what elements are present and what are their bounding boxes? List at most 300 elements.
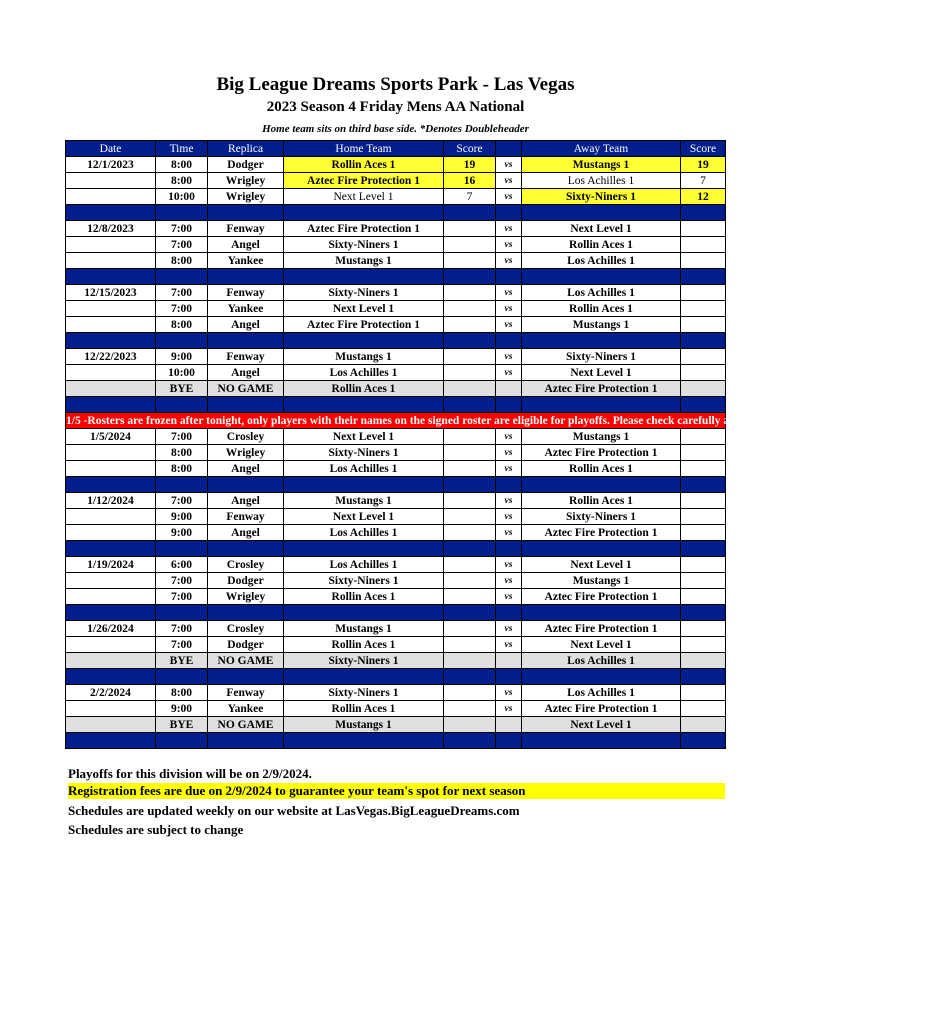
- game-row: [66, 589, 726, 605]
- page-title: Big League Dreams Sports Park - Las Vegas: [216, 74, 575, 95]
- separator-cell: [284, 733, 444, 749]
- separator-cell: [681, 477, 726, 493]
- time-cell: 7:00: [156, 621, 208, 637]
- home-team-cell: Rollin Aces 1: [284, 637, 444, 653]
- home-score-cell: [444, 317, 496, 333]
- home-score-cell: 7: [444, 189, 496, 205]
- date-cell: 2/2/2024: [66, 685, 156, 701]
- separator-cell: [444, 333, 496, 349]
- home-score-cell: [444, 221, 496, 237]
- separator-cell: [522, 541, 681, 557]
- away-team-cell: Aztec Fire Protection 1: [522, 445, 681, 461]
- week-separator: [66, 397, 726, 413]
- separator-cell: [444, 205, 496, 221]
- away-score-cell: [681, 493, 726, 509]
- change-note: Schedules are subject to change: [68, 822, 244, 837]
- game-row: [66, 445, 726, 461]
- home-score-cell: [444, 573, 496, 589]
- separator-cell: [496, 397, 522, 413]
- date-cell: [66, 509, 156, 525]
- separator-cell: [681, 269, 726, 285]
- away-score-cell: [681, 653, 726, 669]
- table-header-row: [66, 141, 726, 157]
- home-team-cell: Next Level 1: [284, 429, 444, 445]
- game-row: [66, 493, 726, 509]
- vs-cell: vs: [496, 221, 522, 237]
- game-row: [66, 317, 726, 333]
- home-score-cell: [444, 589, 496, 605]
- away-team-cell: Sixty-Niners 1: [522, 509, 681, 525]
- replica-cell: Angel: [208, 237, 284, 253]
- away-team-cell: Next Level 1: [522, 717, 681, 733]
- game-row: [66, 349, 726, 365]
- home-score-cell: [444, 509, 496, 525]
- vs-cell: vs: [496, 317, 522, 333]
- game-row: [66, 621, 726, 637]
- website-note: Schedules are updated weekly on our website at LasVegas.BigLeagueDreams.com: [68, 803, 520, 818]
- time-cell: 8:00: [156, 173, 208, 189]
- home-score-cell: [444, 365, 496, 381]
- away-score-cell: [681, 717, 726, 733]
- replica-cell: Fenway: [208, 509, 284, 525]
- vs-cell: vs: [496, 189, 522, 205]
- vs-cell: vs: [496, 445, 522, 461]
- away-score-cell: [681, 445, 726, 461]
- game-row: [66, 173, 726, 189]
- away-score-cell: [681, 221, 726, 237]
- home-team-cell: Aztec Fire Protection 1: [284, 317, 444, 333]
- separator-cell: [681, 541, 726, 557]
- away-score-cell: 12: [681, 189, 726, 205]
- time-cell: 10:00: [156, 365, 208, 381]
- date-cell: 12/15/2023: [66, 285, 156, 301]
- page-subtitle: 2023 Season 4 Friday Mens AA National: [266, 99, 525, 115]
- vs-cell: vs: [496, 157, 522, 173]
- away-team-cell: Rollin Aces 1: [522, 493, 681, 509]
- separator-cell: [66, 397, 156, 413]
- home-team-cell: Next Level 1: [284, 301, 444, 317]
- time-cell: 9:00: [156, 701, 208, 717]
- replica-cell: Dodger: [208, 157, 284, 173]
- away-team-cell: Mustangs 1: [522, 157, 681, 173]
- away-score-cell: [681, 509, 726, 525]
- roster-freeze-alert-row: [66, 413, 726, 429]
- home-team-cell: Aztec Fire Protection 1: [284, 173, 444, 189]
- away-score-cell: [681, 637, 726, 653]
- separator-cell: [681, 605, 726, 621]
- time-cell: 9:00: [156, 509, 208, 525]
- time-cell: 7:00: [156, 237, 208, 253]
- home-score-cell: [444, 253, 496, 269]
- home-team-cell: Rollin Aces 1: [284, 701, 444, 717]
- column-header: Score: [681, 141, 726, 157]
- date-cell: [66, 301, 156, 317]
- time-cell: BYE: [156, 653, 208, 669]
- vs-cell: vs: [496, 429, 522, 445]
- vs-cell: vs: [496, 621, 522, 637]
- schedule-body: [66, 157, 930, 749]
- separator-cell: [284, 205, 444, 221]
- separator-cell: [66, 541, 156, 557]
- column-header: Replica: [208, 141, 284, 157]
- away-score-cell: [681, 589, 726, 605]
- vs-cell: vs: [496, 525, 522, 541]
- separator-cell: [496, 669, 522, 685]
- away-score-cell: [681, 301, 726, 317]
- column-header: Away Team: [522, 141, 681, 157]
- separator-cell: [522, 269, 681, 285]
- vs-cell: vs: [496, 589, 522, 605]
- bye-row: [66, 381, 726, 397]
- home-score-cell: [444, 381, 496, 397]
- separator-cell: [681, 669, 726, 685]
- separator-cell: [208, 397, 284, 413]
- separator-cell: [444, 669, 496, 685]
- separator-cell: [66, 605, 156, 621]
- schedule-table: [65, 140, 930, 749]
- away-team-cell: Mustangs 1: [522, 317, 681, 333]
- time-cell: 7:00: [156, 301, 208, 317]
- date-cell: 1/26/2024: [66, 621, 156, 637]
- away-team-cell: Aztec Fire Protection 1: [522, 621, 681, 637]
- replica-cell: Dodger: [208, 637, 284, 653]
- separator-cell: [522, 397, 681, 413]
- week-separator: [66, 733, 726, 749]
- vs-cell: vs: [496, 301, 522, 317]
- time-cell: 8:00: [156, 461, 208, 477]
- bye-row: [66, 653, 726, 669]
- separator-cell: [208, 477, 284, 493]
- replica-cell: Yankee: [208, 701, 284, 717]
- date-cell: 1/5/2024: [66, 429, 156, 445]
- home-score-cell: [444, 493, 496, 509]
- game-row: [66, 221, 726, 237]
- date-cell: [66, 365, 156, 381]
- away-score-cell: 7: [681, 173, 726, 189]
- separator-cell: [66, 333, 156, 349]
- time-cell: 7:00: [156, 429, 208, 445]
- week-separator: [66, 477, 726, 493]
- vs-cell: vs: [496, 173, 522, 189]
- home-team-cell: Mustangs 1: [284, 621, 444, 637]
- home-team-cell: Mustangs 1: [284, 349, 444, 365]
- replica-cell: Crosley: [208, 429, 284, 445]
- away-team-cell: Mustangs 1: [522, 429, 681, 445]
- date-cell: [66, 317, 156, 333]
- home-score-cell: [444, 621, 496, 637]
- time-cell: 7:00: [156, 573, 208, 589]
- week-separator: [66, 269, 726, 285]
- replica-cell: Crosley: [208, 557, 284, 573]
- separator-cell: [522, 205, 681, 221]
- replica-cell: Angel: [208, 525, 284, 541]
- away-score-cell: [681, 237, 726, 253]
- game-row: [66, 573, 726, 589]
- replica-cell: NO GAME: [208, 381, 284, 397]
- date-cell: 1/19/2024: [66, 557, 156, 573]
- home-team-cell: Sixty-Niners 1: [284, 237, 444, 253]
- separator-cell: [156, 333, 208, 349]
- home-team-cell: Rollin Aces 1: [284, 589, 444, 605]
- replica-cell: Fenway: [208, 285, 284, 301]
- date-cell: [66, 573, 156, 589]
- vs-cell: [496, 717, 522, 733]
- separator-cell: [284, 669, 444, 685]
- away-team-cell: Aztec Fire Protection 1: [522, 701, 681, 717]
- replica-cell: NO GAME: [208, 653, 284, 669]
- game-row: [66, 509, 726, 525]
- vs-cell: vs: [496, 253, 522, 269]
- separator-cell: [496, 733, 522, 749]
- time-cell: 7:00: [156, 221, 208, 237]
- separator-cell: [284, 541, 444, 557]
- away-team-cell: Next Level 1: [522, 221, 681, 237]
- time-cell: 8:00: [156, 445, 208, 461]
- vs-cell: vs: [496, 365, 522, 381]
- separator-cell: [66, 269, 156, 285]
- separator-cell: [156, 205, 208, 221]
- vs-cell: vs: [496, 509, 522, 525]
- separator-cell: [496, 269, 522, 285]
- home-score-cell: [444, 701, 496, 717]
- vs-cell: vs: [496, 685, 522, 701]
- away-team-cell: Los Achilles 1: [522, 285, 681, 301]
- separator-cell: [156, 605, 208, 621]
- week-separator: [66, 205, 726, 221]
- replica-cell: Dodger: [208, 573, 284, 589]
- separator-cell: [522, 333, 681, 349]
- away-team-cell: Rollin Aces 1: [522, 461, 681, 477]
- column-header: Home Team: [284, 141, 444, 157]
- home-team-cell: Sixty-Niners 1: [284, 285, 444, 301]
- separator-cell: [444, 397, 496, 413]
- separator-cell: [444, 605, 496, 621]
- home-score-cell: 19: [444, 157, 496, 173]
- date-cell: [66, 589, 156, 605]
- playoffs-note: Playoffs for this division will be on 2/9/2024.: [68, 766, 312, 781]
- home-team-cell: Sixty-Niners 1: [284, 573, 444, 589]
- game-row: [66, 557, 726, 573]
- time-cell: 7:00: [156, 285, 208, 301]
- vs-cell: vs: [496, 573, 522, 589]
- replica-cell: Fenway: [208, 349, 284, 365]
- separator-cell: [284, 605, 444, 621]
- separator-cell: [66, 669, 156, 685]
- week-separator: [66, 605, 726, 621]
- away-team-cell: Mustangs 1: [522, 573, 681, 589]
- separator-cell: [522, 477, 681, 493]
- home-score-cell: [444, 285, 496, 301]
- date-cell: [66, 461, 156, 477]
- home-team-cell: Rollin Aces 1: [284, 157, 444, 173]
- home-score-cell: [444, 653, 496, 669]
- date-cell: [66, 173, 156, 189]
- home-score-cell: [444, 301, 496, 317]
- separator-cell: [522, 733, 681, 749]
- replica-cell: Fenway: [208, 221, 284, 237]
- separator-cell: [681, 397, 726, 413]
- separator-cell: [66, 205, 156, 221]
- game-row: [66, 525, 726, 541]
- separator-cell: [444, 541, 496, 557]
- time-cell: 8:00: [156, 157, 208, 173]
- vs-cell: vs: [496, 237, 522, 253]
- game-row: [66, 301, 726, 317]
- replica-cell: Angel: [208, 461, 284, 477]
- away-team-cell: Next Level 1: [522, 365, 681, 381]
- away-score-cell: [681, 429, 726, 445]
- away-team-cell: Next Level 1: [522, 557, 681, 573]
- separator-cell: [156, 541, 208, 557]
- time-cell: BYE: [156, 381, 208, 397]
- date-cell: [66, 637, 156, 653]
- game-row: [66, 285, 726, 301]
- time-cell: 7:00: [156, 493, 208, 509]
- date-cell: [66, 237, 156, 253]
- replica-cell: Wrigley: [208, 445, 284, 461]
- replica-cell: Wrigley: [208, 589, 284, 605]
- away-score-cell: [681, 253, 726, 269]
- separator-cell: [496, 205, 522, 221]
- date-cell: [66, 701, 156, 717]
- date-cell: [66, 653, 156, 669]
- date-cell: 12/22/2023: [66, 349, 156, 365]
- replica-cell: Yankee: [208, 301, 284, 317]
- home-score-cell: [444, 685, 496, 701]
- week-separator: [66, 333, 726, 349]
- separator-cell: [208, 733, 284, 749]
- away-team-cell: Sixty-Niners 1: [522, 349, 681, 365]
- away-score-cell: [681, 381, 726, 397]
- separator-cell: [156, 477, 208, 493]
- separator-cell: [284, 269, 444, 285]
- away-score-cell: [681, 701, 726, 717]
- date-cell: 12/8/2023: [66, 221, 156, 237]
- away-team-cell: Rollin Aces 1: [522, 301, 681, 317]
- separator-cell: [444, 269, 496, 285]
- home-team-note: Home team sits on third base side. *Denotes Doubleheader: [262, 123, 529, 135]
- separator-cell: [208, 333, 284, 349]
- away-score-cell: 19: [681, 157, 726, 173]
- game-row: [66, 253, 726, 269]
- separator-cell: [208, 541, 284, 557]
- replica-cell: Angel: [208, 317, 284, 333]
- date-cell: [66, 381, 156, 397]
- time-cell: BYE: [156, 717, 208, 733]
- away-score-cell: [681, 685, 726, 701]
- replica-cell: Wrigley: [208, 189, 284, 205]
- home-team-cell: Mustangs 1: [284, 493, 444, 509]
- away-score-cell: [681, 557, 726, 573]
- vs-cell: vs: [496, 285, 522, 301]
- time-cell: 8:00: [156, 685, 208, 701]
- home-score-cell: [444, 429, 496, 445]
- replica-cell: Wrigley: [208, 173, 284, 189]
- away-score-cell: [681, 349, 726, 365]
- separator-cell: [208, 205, 284, 221]
- replica-cell: Angel: [208, 493, 284, 509]
- separator-cell: [284, 477, 444, 493]
- separator-cell: [496, 333, 522, 349]
- home-team-cell: Sixty-Niners 1: [284, 653, 444, 669]
- away-team-cell: Los Achilles 1: [522, 685, 681, 701]
- home-team-cell: Mustangs 1: [284, 253, 444, 269]
- vs-cell: vs: [496, 349, 522, 365]
- separator-cell: [496, 541, 522, 557]
- column-header: [496, 141, 522, 157]
- game-row: [66, 461, 726, 477]
- game-row: [66, 429, 726, 445]
- home-team-cell: Sixty-Niners 1: [284, 445, 444, 461]
- vs-cell: vs: [496, 493, 522, 509]
- home-team-cell: Rollin Aces 1: [284, 381, 444, 397]
- date-cell: 12/1/2023: [66, 157, 156, 173]
- separator-cell: [444, 733, 496, 749]
- away-team-cell: Aztec Fire Protection 1: [522, 525, 681, 541]
- game-row: [66, 685, 726, 701]
- home-score-cell: [444, 525, 496, 541]
- home-score-cell: [444, 557, 496, 573]
- separator-cell: [496, 477, 522, 493]
- home-score-cell: 16: [444, 173, 496, 189]
- home-team-cell: Los Achilles 1: [284, 525, 444, 541]
- away-score-cell: [681, 317, 726, 333]
- registration-note: Registration fees are due on 2/9/2024 to guarantee your team's spot for next season: [68, 783, 725, 799]
- separator-cell: [444, 477, 496, 493]
- separator-cell: [284, 397, 444, 413]
- home-team-cell: Mustangs 1: [284, 717, 444, 733]
- separator-cell: [156, 269, 208, 285]
- game-row: [66, 237, 726, 253]
- vs-cell: vs: [496, 701, 522, 717]
- separator-cell: [66, 733, 156, 749]
- game-row: [66, 365, 726, 381]
- replica-cell: Fenway: [208, 685, 284, 701]
- home-score-cell: [444, 349, 496, 365]
- home-team-cell: Los Achilles 1: [284, 461, 444, 477]
- time-cell: 8:00: [156, 253, 208, 269]
- vs-cell: [496, 381, 522, 397]
- home-team-cell: Next Level 1: [284, 189, 444, 205]
- separator-cell: [681, 205, 726, 221]
- home-team-cell: Aztec Fire Protection 1: [284, 221, 444, 237]
- game-row: [66, 637, 726, 653]
- replica-cell: Angel: [208, 365, 284, 381]
- vs-cell: vs: [496, 557, 522, 573]
- home-team-cell: Sixty-Niners 1: [284, 685, 444, 701]
- home-score-cell: [444, 717, 496, 733]
- away-score-cell: [681, 573, 726, 589]
- column-header: Time: [156, 141, 208, 157]
- replica-cell: Yankee: [208, 253, 284, 269]
- separator-cell: [156, 397, 208, 413]
- away-score-cell: [681, 285, 726, 301]
- date-cell: [66, 253, 156, 269]
- separator-cell: [208, 605, 284, 621]
- date-cell: [66, 189, 156, 205]
- separator-cell: [66, 477, 156, 493]
- away-team-cell: Aztec Fire Protection 1: [522, 381, 681, 397]
- separator-cell: [496, 605, 522, 621]
- away-score-cell: [681, 365, 726, 381]
- replica-cell: NO GAME: [208, 717, 284, 733]
- away-score-cell: [681, 621, 726, 637]
- separator-cell: [156, 733, 208, 749]
- column-header: Score: [444, 141, 496, 157]
- time-cell: 8:00: [156, 317, 208, 333]
- separator-cell: [208, 669, 284, 685]
- date-cell: [66, 445, 156, 461]
